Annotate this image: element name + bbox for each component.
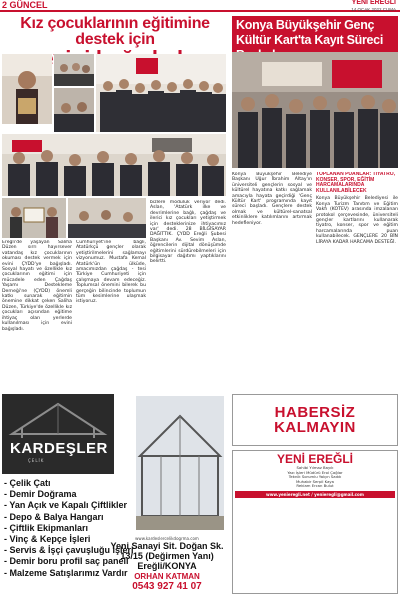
kardesler-phone: 0543 927 41 07 bbox=[132, 581, 202, 592]
left-article-col3: bizlere moduluk veriyor dedi. Aslan, 'Atatürk ilke ve devrimlerine bağlı, çağdaş ve ilerici kız çocukları yetiştirmek için desteklerinize ihtiyacımız var' dedi. 28 BİLGİSAYAR DAĞITTIK. ÇYDD Ereğli Şubesi Başkanı Av. Sevim Aslan, öğrencilerin dijital dönüşümde eğitimlerini sürdürebilmeleri için bilgisayar dağıtımı yaptıklarını belirtti. bbox=[150, 200, 226, 265]
right-article-col1: Konya Büyükşehir Belediye Başkanı Uğur İbrahim Altay'ın üniversiteli gençlerin sosyal ve kültürel hayatına katkı sağlamak amacıyla hayata geçirdiği 'Genç Kültür Kart' programında kayıt süreci başladı. Gençlere destek olmak ve kültürel-sanatsal etkinliklere katılımlarını artırmak hedefleniyor. bbox=[232, 172, 312, 226]
kardesler-brand: KARDEŞLER bbox=[10, 440, 108, 457]
imprint-contact-bar[interactable]: www.yenieregli.net / yenieregli@gmail.com bbox=[235, 491, 395, 498]
imprint-line: Sahibi Yılmaz Bayık bbox=[296, 465, 334, 470]
left-headline-line1: Kız çocuklarının eğitimine destek için bbox=[20, 15, 210, 48]
service-item: - Malzeme Satışlarımız Vardır bbox=[4, 567, 128, 578]
group-photo-small-1 bbox=[54, 54, 94, 86]
service-item: - Yan Açık ve Kapalı Çiftlikler bbox=[4, 500, 128, 511]
paper-name bbox=[351, 0, 396, 13]
habersiz-line2: KALMAYIN bbox=[274, 419, 356, 436]
event-photo bbox=[2, 134, 226, 196]
imprint-line: Yazı İşleri Müdürü Erol Çağlar bbox=[287, 469, 343, 475]
right-article-col2: Konya Büyükşehir Belediyesi ile Konya Turizm Tanıtım ve Eğitim Vakfı (KOTEV) arasında imzalanan protokol çerçevesinde, üniversiteli gençler kartlarını kullanarak tiyatro, konser, spor ve eğitim harcamalarında puan kullanabilecek. GENÇLERE 20 BİN LİRAYA KADAR HARCAMA DESTEĞİ. bbox=[316, 196, 398, 245]
left-article-col2: Cumhuriyet'ine bağlı, Atatürkçü gençler olarak yetiştirilmelerini sağlamayı vizyonumuz. Mustafa Kemal Atatürk'ün ülküde, amacımızdan çağdaş - tesi Türkiye Cumhuriyeti için çalışmaya devam edeceğiz. Toplumsal önemini bilerek bu gerçeğin bilincinde toplumun tüm kesimlerine ulaşmak istiyoruz. bbox=[76, 240, 146, 305]
kardesler-ad bbox=[0, 392, 226, 594]
group-photo-small-2 bbox=[54, 88, 94, 132]
group-photo-large bbox=[96, 54, 226, 132]
steel-frame-icon bbox=[2, 394, 114, 474]
service-item: - Demir Doğrama bbox=[4, 489, 77, 500]
page-header bbox=[0, 0, 400, 12]
habersiz-line1: HABERSİZ bbox=[274, 404, 356, 421]
right-article-col2-wrap bbox=[316, 172, 398, 390]
paper-title: YENİ EREĞLİ bbox=[351, 0, 396, 6]
portrait-photo bbox=[2, 54, 52, 124]
meeting-photo bbox=[68, 198, 146, 238]
service-item: - Çiftlik Ekipmanları bbox=[4, 522, 89, 533]
right-headline: Konya Büyükşehir Genç Kültür Kart'ta Kayıt Süreci bbox=[232, 16, 398, 65]
kardesler-address: Yeni Sanayi Sit. Doğan Sk. 13/15 (Değirmen Yanı) Ereğli/KONYA bbox=[110, 541, 224, 571]
kardesler-brand-sub: ÇELİK bbox=[28, 458, 45, 463]
service-item: - Çelik Çatı bbox=[4, 478, 51, 488]
service-item: - Demir boru profil saç paneli bbox=[4, 556, 129, 567]
service-item: - Vinç & Kepçe İşleri bbox=[4, 534, 91, 545]
page-section-tag: 2 GÜNCEL bbox=[2, 0, 48, 10]
imprint-box bbox=[232, 450, 398, 594]
left-article-col1: Ereğli'de yaşayan Saliha Düzen sırrı hayırsever vatandaş kız çocuklarının okuması destek vermek için evini ÇYDD'ye bağışladı. Sosyal hayatı ve özellikle kız çocuklarının eğitimi için mücadele eden Çağdaş Yaşamı Destekleme Derneği'ne (ÇYDD) önemli katkı sunarak eğitimin önemine dikkat çeken Saliha Düzen, Türkiye'de özellikle kız çocukları açısından eğitime ihtiyaç olan yerlerde kullanılması için evini bağışladı. bbox=[2, 240, 72, 332]
kardesler-owner: ORHAN KATMAN bbox=[134, 572, 200, 581]
kardesler-address-block bbox=[110, 536, 224, 592]
imprint-line: Muhabir Serpil Kaya bbox=[295, 478, 334, 484]
imprint-brand: YENİ EREĞLİ bbox=[276, 452, 353, 466]
right-article-photo bbox=[232, 52, 398, 168]
right-subhead: TOPLANAN PUANLAR: TİYATRO, KONSER, SPOR, EĞİTİM HARCAMALARINDA KULLANILABİLECEK bbox=[316, 172, 396, 194]
imprint-line: Teknik Sorumlu Yalçın Sadık bbox=[288, 474, 342, 480]
kardesler-logo bbox=[2, 394, 114, 474]
paper-date: 14 OCAK 2022 CUMA bbox=[351, 7, 396, 12]
habersiz-kalmayin-box bbox=[232, 394, 398, 446]
award-photo bbox=[2, 198, 66, 238]
steel-structure-photo bbox=[136, 396, 224, 530]
service-item: - Depo & Balya Hangarı bbox=[4, 511, 104, 522]
kardesler-web: www.kardeslercelikdogrma.com bbox=[135, 536, 199, 541]
service-item: - Servis & İşçi çavuşluğu işleri bbox=[4, 545, 134, 556]
imprint-line: Reklam Ercan Bulut bbox=[296, 483, 334, 489]
